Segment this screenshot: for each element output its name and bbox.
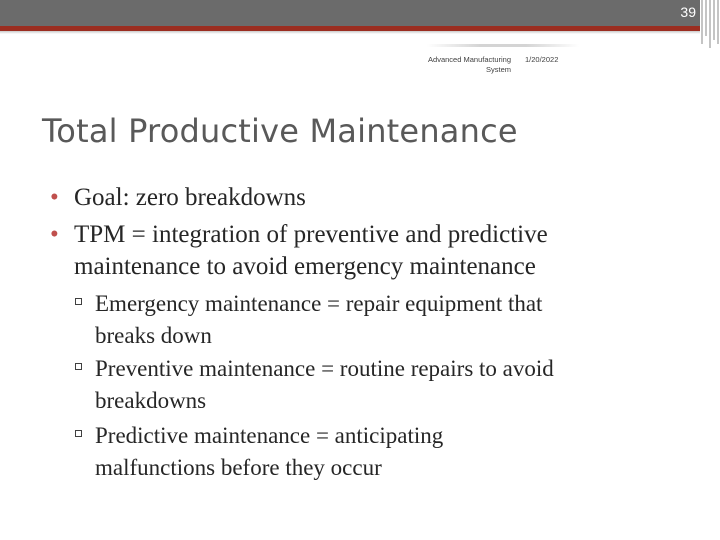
slide-number: 39 [680,4,696,20]
footer-line-2: System [485,65,511,74]
bullet-item [50,182,306,214]
sub-bullet-line: Preventive maintenance = routine repairs to avoid [95,356,554,381]
footer-line-1: Advanced Manufacturing [428,55,511,64]
sub-bullet-line: breaks down [95,323,212,348]
bullet-dot-icon: • [50,221,59,248]
sub-bullet-item [95,288,542,352]
sub-bullet-line: Predictive maintenance = anticipating [95,423,444,448]
sub-bullet-line: breakdowns [95,388,207,413]
square-bullet-icon [75,363,82,370]
sub-bullet-line: Emergency maintenance = repair equipment that [95,291,543,316]
bullet-line: maintenance to avoid emergency maintenance [74,253,536,280]
square-bullet-icon [75,298,82,305]
bullet-dot-icon: • [50,184,59,211]
bullet-line: Goal: zero breakdowns [74,184,306,211]
bullet-item [50,219,548,283]
square-bullet-icon [75,430,82,437]
sub-bullet-item [95,353,554,417]
slide-title: Total Productive Maintenance [42,112,518,150]
sub-bullet-item [95,420,443,484]
footer-date: 1/20/2022 [525,55,559,64]
sub-bullet-line: malfunctions before they occur [95,455,382,480]
bullet-line: TPM = integration of preventive and predictive [74,221,548,248]
